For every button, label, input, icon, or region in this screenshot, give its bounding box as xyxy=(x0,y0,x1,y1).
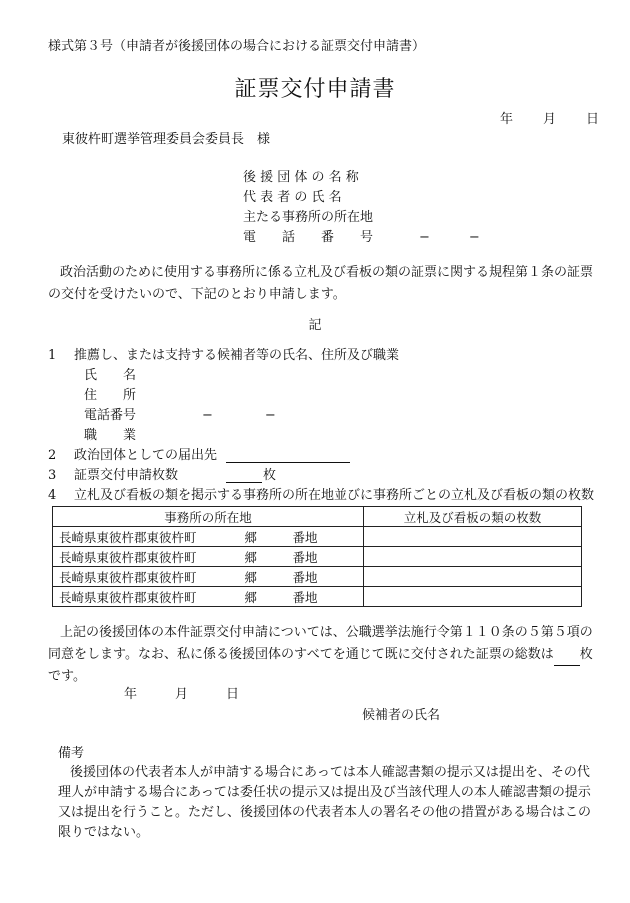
go-label: 郷 xyxy=(244,529,258,545)
notification-dest-field[interactable] xyxy=(226,449,350,463)
item-2 xyxy=(48,446,593,466)
col-location-header: 事務所の所在地 xyxy=(53,507,364,527)
table-row xyxy=(53,527,582,547)
location-cell[interactable] xyxy=(53,587,364,607)
location-cell[interactable] xyxy=(53,567,364,587)
table-row xyxy=(53,547,582,567)
item-2-number: 2 xyxy=(48,448,57,463)
address-prefix: 長崎県東彼杵郡東彼杵町 xyxy=(59,589,197,605)
consent-paragraph xyxy=(48,622,596,688)
candidate-name-label: 氏 名 xyxy=(84,368,137,383)
candidate-phone-label: 電話番号 xyxy=(84,408,137,423)
address-prefix: 長崎県東彼杵郡東彼杵町 xyxy=(59,529,197,545)
address-prefix: 長崎県東彼杵郡東彼杵町 xyxy=(59,569,197,585)
banchi-label: 番地 xyxy=(292,589,318,605)
total-issued-field[interactable] xyxy=(554,652,580,666)
count-cell[interactable] xyxy=(364,587,582,607)
phone-row xyxy=(243,228,480,248)
candidate-name-label: 候補者の氏名 xyxy=(362,708,441,723)
sheet-count-field[interactable] xyxy=(226,469,262,483)
go-label: 郷 xyxy=(244,569,258,585)
ki-heading: 記 xyxy=(308,318,322,333)
consent-date-year: 年 xyxy=(124,687,138,702)
banchi-label: 番地 xyxy=(292,529,318,545)
table-header-row xyxy=(53,507,582,527)
consent-date xyxy=(124,683,239,702)
remarks-text: 後援団体の代表者本人が申請する場合にあっては本人確認書類の提示又は提出を、その代理人が申請する場合にあっては委任状の提示又は提出及び当該代理人の本人確認書類の提示又は提出を行うこと。ただし、後援団体の代表者本人の署名その他の措置がある場合はこの限りではない。 xyxy=(58,765,592,840)
table-row xyxy=(53,567,582,587)
org-name-label: 後 援 団 体 の 名 称 xyxy=(243,170,359,185)
candidate-occupation-label: 職 業 xyxy=(84,428,137,443)
location-cell[interactable] xyxy=(53,547,364,567)
count-cell[interactable] xyxy=(364,547,582,567)
banchi-label: 番地 xyxy=(292,569,318,585)
go-label: 郷 xyxy=(244,549,258,565)
application-paragraph: 政治活動のために使用する事務所に係る立札及び看板の類の証票に関する規程第１条の証票の交付を受けたいので、下記のとおり申請します。 xyxy=(48,265,594,302)
candidate-phone-row xyxy=(48,406,593,426)
banchi-label: 番地 xyxy=(292,549,318,565)
consent-text-part1: 上記の後援団体の本件証票交付申請については、公職選挙法施行令第１１０条の５第５項の同意をします。なお、私に係る後援団体のすべてを通じて既に交付された証票の総数は xyxy=(48,625,593,662)
item-1-text: 推薦し、または支持する候補者等の氏名、住所及び職業 xyxy=(74,348,400,363)
count-cell[interactable] xyxy=(364,527,582,547)
item-4 xyxy=(48,486,593,506)
candidate-name-row xyxy=(48,366,593,386)
remarks-heading: 備考 xyxy=(58,746,85,761)
go-label: 郷 xyxy=(244,589,258,605)
item-3 xyxy=(48,466,593,486)
application-date xyxy=(500,108,599,127)
office-table xyxy=(52,506,582,607)
location-cell[interactable] xyxy=(53,527,364,547)
date-month: 月 xyxy=(543,112,557,127)
count-cell[interactable] xyxy=(364,567,582,587)
phone-dashes: − − xyxy=(419,230,480,245)
col-count-header: 立札及び看板の類の枚数 xyxy=(364,507,582,527)
candidate-occupation-row xyxy=(48,426,593,446)
consent-date-month: 月 xyxy=(175,687,189,702)
item-4-text: 立札及び看板の類を掲示する事務所の所在地並びに事務所ごとの立札及び看板の類の枚数 xyxy=(74,488,595,503)
document-title: 証票交付申請書 xyxy=(234,77,396,102)
consent-text-part2: 枚です。 xyxy=(48,647,593,684)
consent-date-day: 日 xyxy=(226,687,240,702)
phone-label: 電 話 番 号 xyxy=(243,230,374,245)
office-label: 主たる事務所の所在地 xyxy=(243,210,374,225)
candidate-address-row xyxy=(48,386,593,406)
candidate-phone-dashes: − − xyxy=(202,408,276,423)
address-prefix: 長崎県東彼杵郡東彼杵町 xyxy=(59,549,197,565)
table-row xyxy=(53,587,582,607)
item-3-number: 3 xyxy=(48,468,57,483)
item-4-number: 4 xyxy=(48,488,57,503)
item-3-text: 証票交付申請枚数 xyxy=(74,468,179,483)
item-3-unit: 枚 xyxy=(263,468,277,483)
items-list xyxy=(48,346,593,506)
addressee: 東彼杵町選挙管理委員会委員長 様 xyxy=(62,132,271,147)
item-1 xyxy=(48,346,593,366)
item-2-text: 政治団体としての届出先 xyxy=(74,448,218,463)
candidate-address-label: 住 所 xyxy=(84,388,137,403)
form-number: 様式第３号（申請者が後援団体の場合における証票交付申請書） xyxy=(48,39,426,54)
date-day: 日 xyxy=(586,112,600,127)
item-1-number: 1 xyxy=(48,348,57,363)
rep-name-label: 代 表 者 の 氏 名 xyxy=(243,190,342,205)
date-year: 年 xyxy=(500,112,514,127)
applicant-block xyxy=(243,168,480,248)
